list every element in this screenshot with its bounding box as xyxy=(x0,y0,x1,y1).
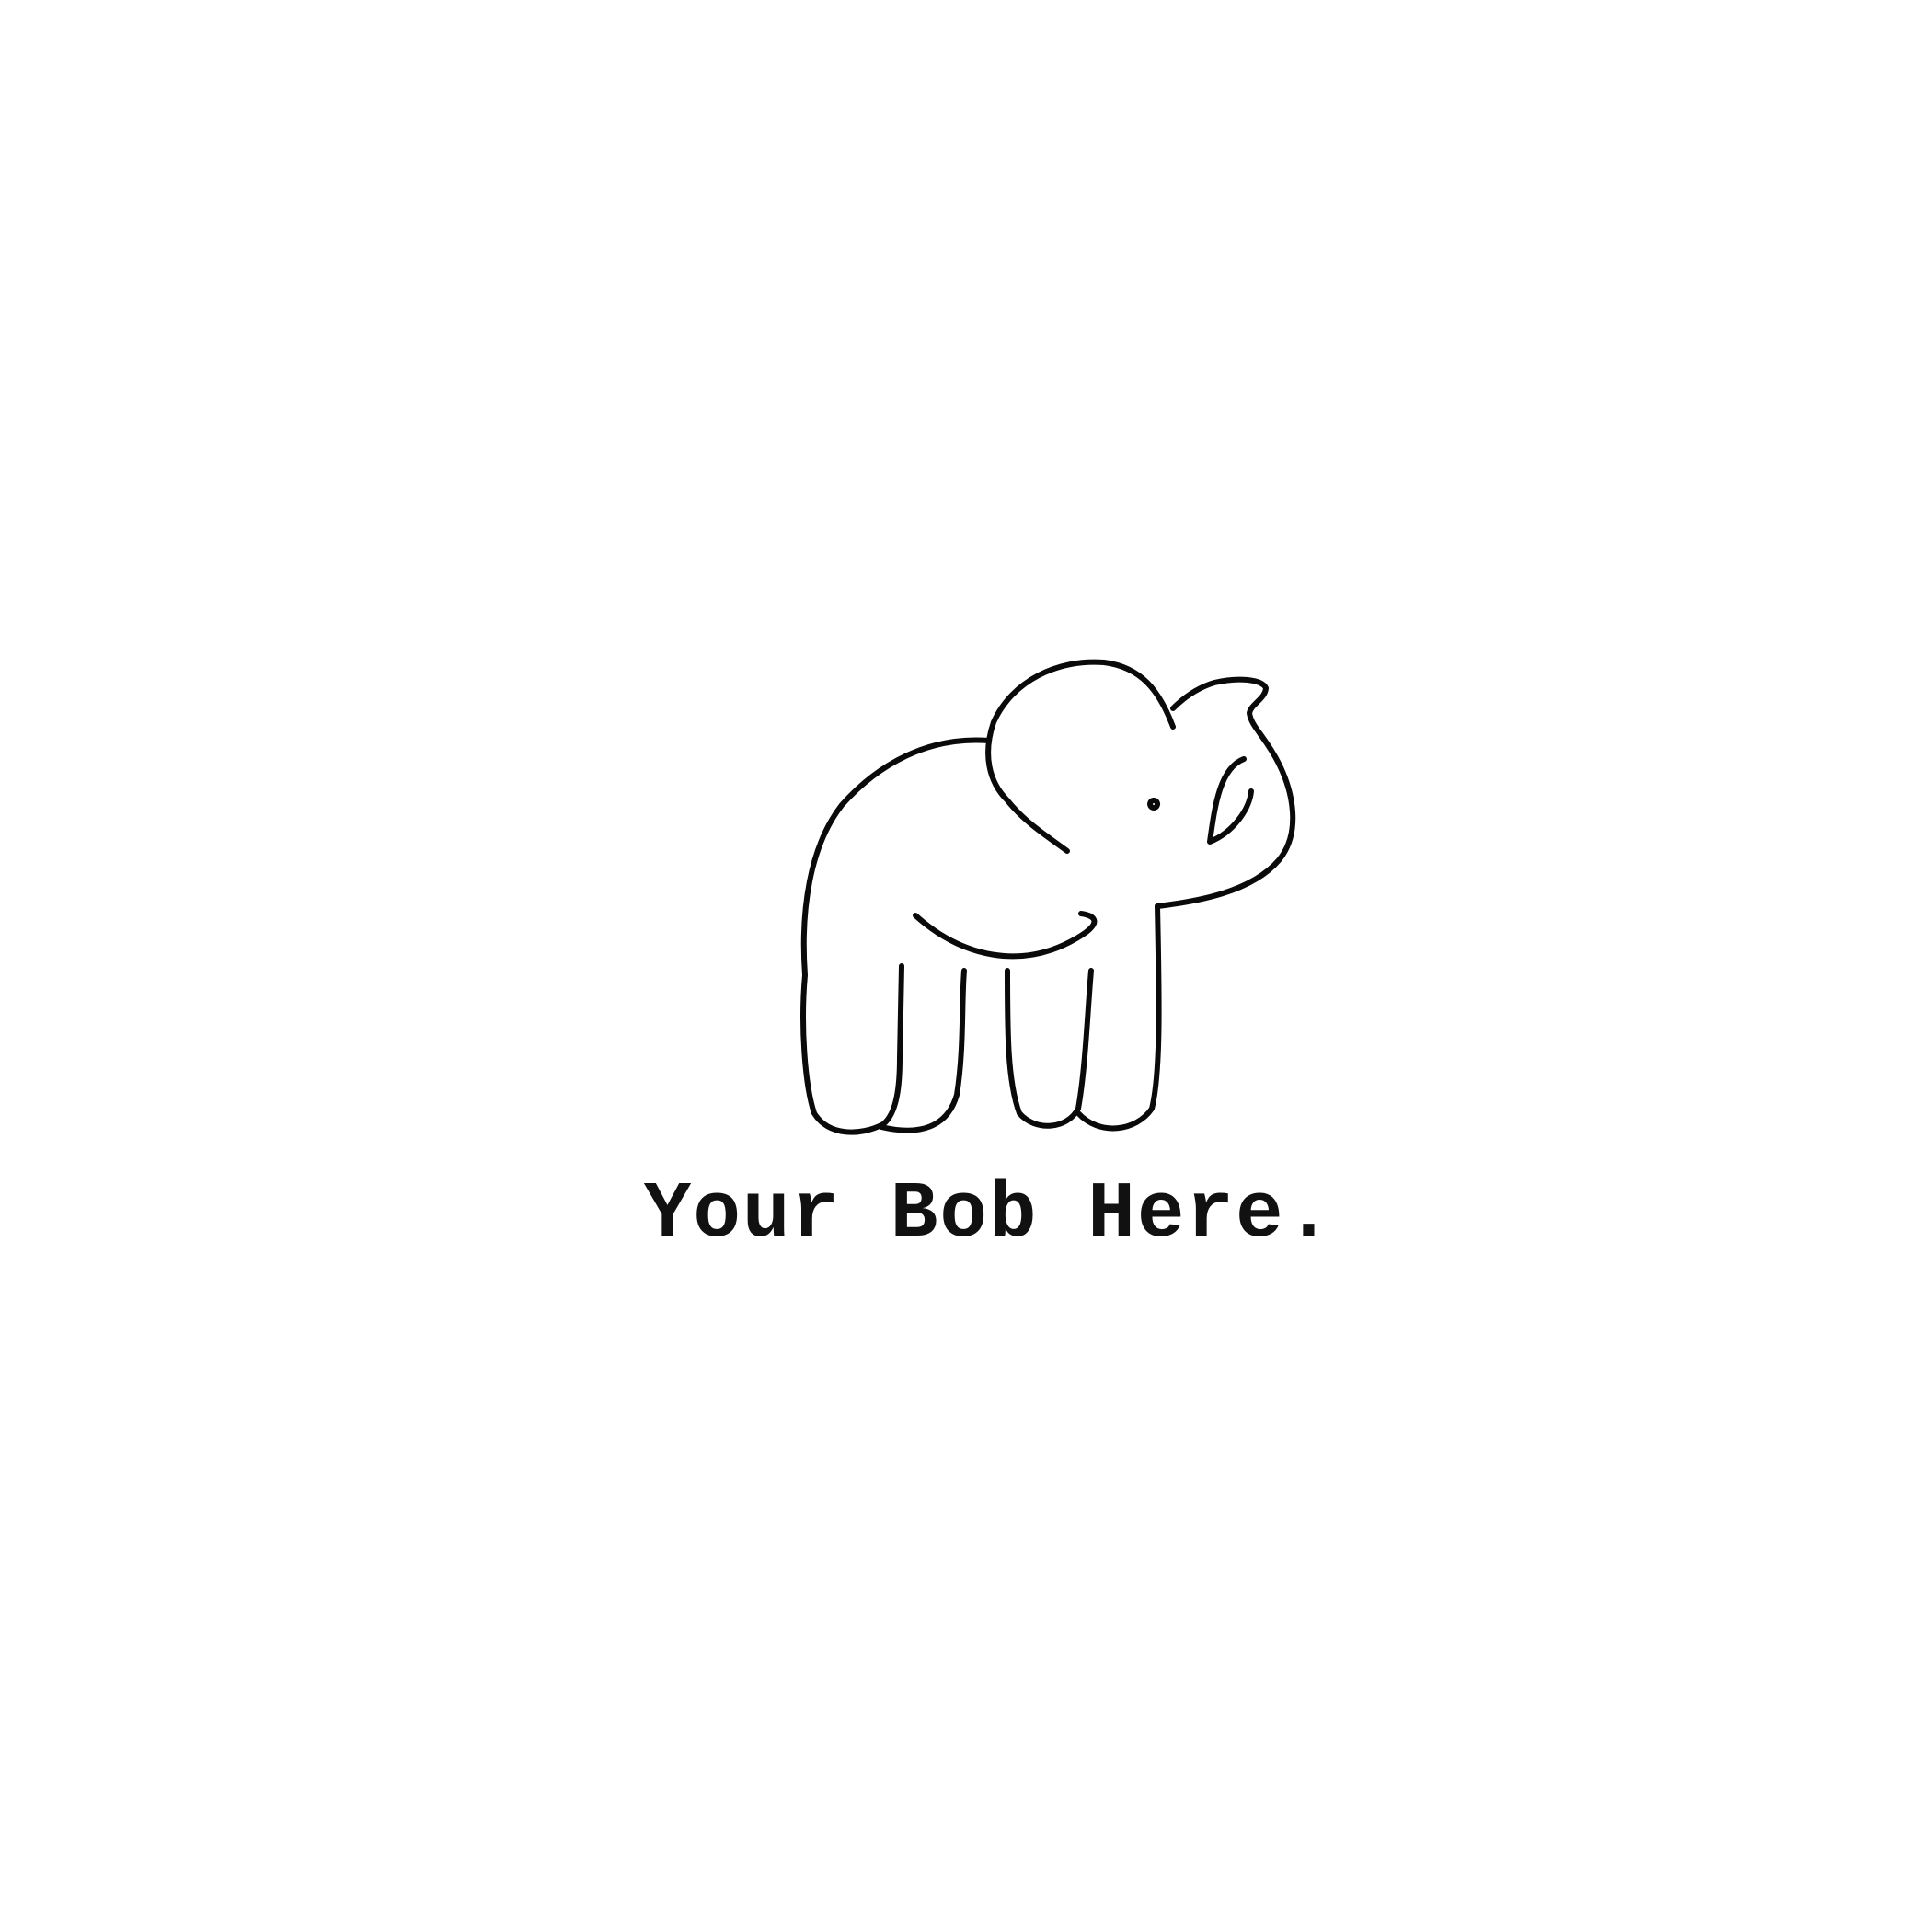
elephant-head-trunk xyxy=(1157,680,1293,906)
elephant-ear xyxy=(988,662,1173,851)
elephant-front-leg-left xyxy=(1007,971,1091,1126)
caption-text: Your Bob Here. xyxy=(643,1169,1335,1259)
elephant-eye xyxy=(1150,800,1157,808)
elephant-belly xyxy=(915,914,1094,956)
elephant-tusk xyxy=(1210,759,1251,842)
